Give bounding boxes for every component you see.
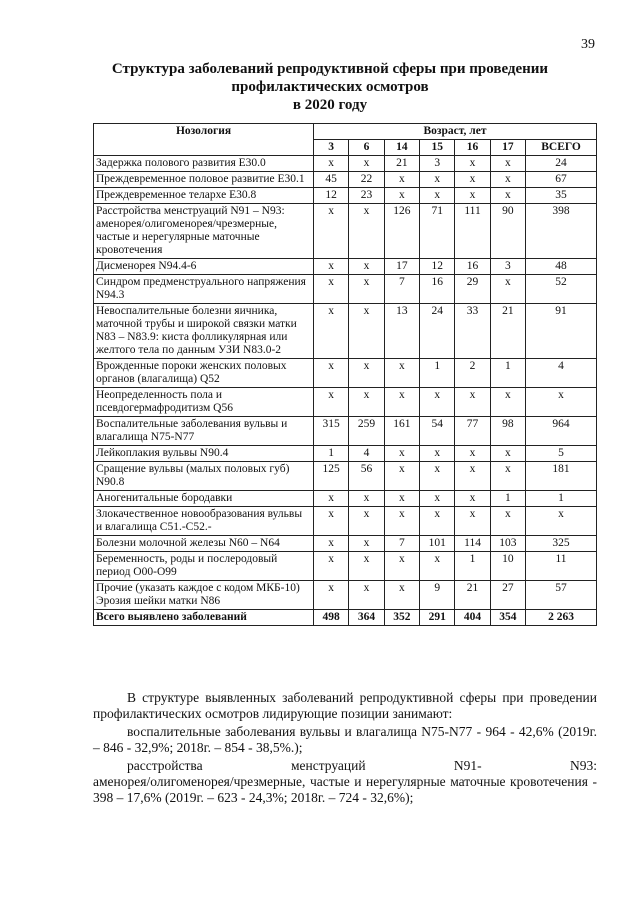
table-row [94, 172, 597, 188]
case-count-cell: x [455, 446, 490, 462]
total-value: 404 [455, 610, 490, 626]
case-count-cell: 1 [420, 359, 455, 388]
table-row [94, 417, 597, 446]
case-count-cell: x [526, 507, 597, 536]
case-count-cell: 325 [526, 536, 597, 552]
case-count-cell: x [420, 552, 455, 581]
case-count-cell: x [384, 462, 419, 491]
age-header: Возраст, лет [314, 124, 597, 140]
nosology-name: Синдром предменструального напряжения N94.3 [94, 275, 314, 304]
case-count-cell: x [490, 275, 525, 304]
case-count-cell: 11 [526, 552, 597, 581]
case-count-cell: 23 [349, 188, 384, 204]
nosology-name: Врожденные пороки женских половых органов (влагалища) Q52 [94, 359, 314, 388]
case-count-cell: x [420, 491, 455, 507]
case-count-cell: 1 [490, 359, 525, 388]
nosology-name: Преждевременное половое развитие E30.1 [94, 172, 314, 188]
case-count-cell: x [314, 507, 349, 536]
document-title [80, 60, 580, 114]
title-line-2: профилактических осмотров [231, 79, 429, 95]
case-count-cell: 71 [420, 204, 455, 259]
age-column-header: 6 [349, 140, 384, 156]
case-count-cell: x [314, 388, 349, 417]
case-count-cell: x [490, 507, 525, 536]
case-count-cell: 29 [455, 275, 490, 304]
case-count-cell: 125 [314, 462, 349, 491]
case-count-cell: 24 [420, 304, 455, 359]
case-count-cell: x [314, 204, 349, 259]
case-count-cell: 45 [314, 172, 349, 188]
total-value: 364 [349, 610, 384, 626]
age-column-header: 14 [384, 140, 419, 156]
nosology-name: Воспалительные заболевания вульвы и влагалища N75-N77 [94, 417, 314, 446]
case-count-cell: 10 [490, 552, 525, 581]
case-count-cell: 181 [526, 462, 597, 491]
paragraph-menstrual-detail: аменорея/олигоменорея/чрезмерные, частые и нерегулярные маточные кровотечения - 398 – 17,6% (2019г. – 623 - 24,3%; 2018г. – 724 - 32,6%); [93, 774, 597, 805]
case-count-cell: x [314, 359, 349, 388]
case-count-cell: x [314, 581, 349, 610]
case-count-cell: x [314, 552, 349, 581]
case-count-cell: x [349, 204, 384, 259]
nosology-name: Злокачественное новообразования вульвы и влагалища C51.-C52.- [94, 507, 314, 536]
case-count-cell: 3 [490, 259, 525, 275]
age-column-header: 3 [314, 140, 349, 156]
case-count-cell: x [349, 552, 384, 581]
case-count-cell: x [384, 446, 419, 462]
case-count-cell: x [384, 552, 419, 581]
table-row [94, 188, 597, 204]
case-count-cell: 114 [455, 536, 490, 552]
case-count-cell: 91 [526, 304, 597, 359]
nosology-name: Дисменорея N94.4-6 [94, 259, 314, 275]
case-count-cell: x [420, 188, 455, 204]
case-count-cell: 5 [526, 446, 597, 462]
case-count-cell: x [349, 304, 384, 359]
case-count-cell: x [384, 359, 419, 388]
case-count-cell: 101 [420, 536, 455, 552]
case-count-cell: 67 [526, 172, 597, 188]
nosology-name: Неопределенность пола и псевдогермафродитизм Q56 [94, 388, 314, 417]
case-count-cell: 12 [314, 188, 349, 204]
nosology-name: Болезни молочной железы N60 – N64 [94, 536, 314, 552]
case-count-cell: 4 [349, 446, 384, 462]
case-count-cell: 33 [455, 304, 490, 359]
table-row [94, 446, 597, 462]
case-count-cell: x [314, 536, 349, 552]
case-count-cell: x [455, 491, 490, 507]
case-count-cell: 22 [349, 172, 384, 188]
case-count-cell: 21 [384, 156, 419, 172]
case-count-cell: x [384, 188, 419, 204]
case-count-cell: 103 [490, 536, 525, 552]
case-count-cell: 13 [384, 304, 419, 359]
case-count-cell: x [314, 259, 349, 275]
case-count-cell: 16 [420, 275, 455, 304]
case-count-cell: 57 [526, 581, 597, 610]
case-count-cell: 161 [384, 417, 419, 446]
nosology-header: Нозология [94, 124, 314, 156]
case-count-cell: 27 [490, 581, 525, 610]
case-count-cell: 398 [526, 204, 597, 259]
case-count-cell: x [349, 259, 384, 275]
table-body [94, 156, 597, 626]
nosology-name: Задержка полового развития E30.0 [94, 156, 314, 172]
case-count-cell: x [490, 446, 525, 462]
case-count-cell: x [384, 581, 419, 610]
case-count-cell: 98 [490, 417, 525, 446]
case-count-cell: x [384, 507, 419, 536]
case-count-cell: x [455, 172, 490, 188]
table-row [94, 388, 597, 417]
nosology-name: Беременность, роды и послеродовый период O00-O99 [94, 552, 314, 581]
total-value: 498 [314, 610, 349, 626]
case-count-cell: x [384, 491, 419, 507]
case-count-cell: x [455, 462, 490, 491]
total-value: 2 263 [526, 610, 597, 626]
total-value: 352 [384, 610, 419, 626]
case-count-cell: x [349, 156, 384, 172]
nosology-table [93, 123, 597, 626]
case-count-cell: 1 [490, 491, 525, 507]
table-row [94, 581, 597, 610]
case-count-cell: 77 [455, 417, 490, 446]
nosology-name: Невоспалительные болезни яичника, маточной трубы и широкой связки матки N83 – N83.9: киста фолликулярная или желтого тела по данным УЗИ N83.0-2 [94, 304, 314, 359]
table-row [94, 462, 597, 491]
case-count-cell: 1 [455, 552, 490, 581]
nosology-name: Расстройства менструаций N91 – N93: аменорея/олигоменорея/чрезмерные, частые и нерегулярные маточные кровотечения [94, 204, 314, 259]
case-count-cell: x [455, 156, 490, 172]
table-row [94, 304, 597, 359]
table-row [94, 275, 597, 304]
case-count-cell: 16 [455, 259, 490, 275]
case-count-cell: 7 [384, 536, 419, 552]
case-count-cell: x [349, 507, 384, 536]
case-count-cell: x [490, 172, 525, 188]
paragraph-intro: В структуре выявленных заболеваний репродуктивной сферы при проведении профилактических осмотров лидирующие позиции занимают: [93, 690, 597, 721]
case-count-cell: 17 [384, 259, 419, 275]
case-count-cell: 4 [526, 359, 597, 388]
case-count-cell: 21 [455, 581, 490, 610]
case-count-cell: 964 [526, 417, 597, 446]
case-count-cell: x [420, 507, 455, 536]
case-count-cell: 24 [526, 156, 597, 172]
total-value: 291 [420, 610, 455, 626]
table-row [94, 552, 597, 581]
case-count-cell: 3 [420, 156, 455, 172]
nosology-name: Прочие (указать каждое с кодом МКБ-10) Эрозия шейки матки N86 [94, 581, 314, 610]
case-count-cell: x [349, 359, 384, 388]
case-count-cell: 259 [349, 417, 384, 446]
paragraph-menstrual-heading: расстройства менструаций N91- N93: [127, 758, 597, 773]
table-row [94, 156, 597, 172]
nosology-name: Лейкоплакия вульвы N90.4 [94, 446, 314, 462]
case-count-cell: x [420, 446, 455, 462]
case-count-cell: 1 [526, 491, 597, 507]
case-count-cell: x [490, 156, 525, 172]
case-count-cell: 35 [526, 188, 597, 204]
case-count-cell: 111 [455, 204, 490, 259]
case-count-cell: 56 [349, 462, 384, 491]
case-count-cell: x [349, 275, 384, 304]
case-count-cell: x [526, 388, 597, 417]
age-column-header: 17 [490, 140, 525, 156]
age-column-header: ВСЕГО [526, 140, 597, 156]
paragraph-inflammatory: воспалительные заболевания вульвы и влагалища N75-N77 - 964 - 42,6% (2019г. – 846 - 32,9%; 2018г. – 854 - 38,5%.); [93, 724, 597, 755]
case-count-cell: x [490, 462, 525, 491]
case-count-cell: x [420, 462, 455, 491]
case-count-cell: x [314, 304, 349, 359]
nosology-name: Преждевременное телархе E30.8 [94, 188, 314, 204]
case-count-cell: x [314, 156, 349, 172]
case-count-cell: x [314, 491, 349, 507]
case-count-cell: x [455, 188, 490, 204]
case-count-cell: 52 [526, 275, 597, 304]
case-count-cell: x [349, 388, 384, 417]
table-row [94, 507, 597, 536]
case-count-cell: x [384, 388, 419, 417]
case-count-cell: x [349, 536, 384, 552]
case-count-cell: 9 [420, 581, 455, 610]
page-number: 39 [581, 37, 595, 52]
case-count-cell: x [455, 507, 490, 536]
case-count-cell: x [420, 388, 455, 417]
total-label: Всего выявлено заболеваний [94, 610, 314, 626]
case-count-cell: 12 [420, 259, 455, 275]
case-count-cell: x [455, 388, 490, 417]
table-row [94, 491, 597, 507]
case-count-cell: x [314, 275, 349, 304]
nosology-name: Аногенитальные бородавки [94, 491, 314, 507]
case-count-cell: 1 [314, 446, 349, 462]
case-count-cell: x [420, 172, 455, 188]
table-row [94, 204, 597, 259]
case-count-cell: 90 [490, 204, 525, 259]
age-column-header: 16 [455, 140, 490, 156]
age-column-header: 15 [420, 140, 455, 156]
table-row [94, 536, 597, 552]
case-count-cell: 126 [384, 204, 419, 259]
title-line-1: Структура заболеваний репродуктивной сферы при проведении [111, 61, 549, 77]
case-count-cell: 54 [420, 417, 455, 446]
case-count-cell: x [349, 491, 384, 507]
case-count-cell: 7 [384, 275, 419, 304]
table-row [94, 259, 597, 275]
case-count-cell: 48 [526, 259, 597, 275]
total-row [94, 610, 597, 626]
nosology-name: Сращение вульвы (малых половых губ) N90.8 [94, 462, 314, 491]
case-count-cell: 2 [455, 359, 490, 388]
case-count-cell: 315 [314, 417, 349, 446]
total-value: 354 [490, 610, 525, 626]
case-count-cell: x [384, 172, 419, 188]
case-count-cell: x [490, 188, 525, 204]
title-line-3: в 2020 году [292, 97, 368, 113]
case-count-cell: 21 [490, 304, 525, 359]
case-count-cell: x [349, 581, 384, 610]
table-row [94, 359, 597, 388]
case-count-cell: x [490, 388, 525, 417]
